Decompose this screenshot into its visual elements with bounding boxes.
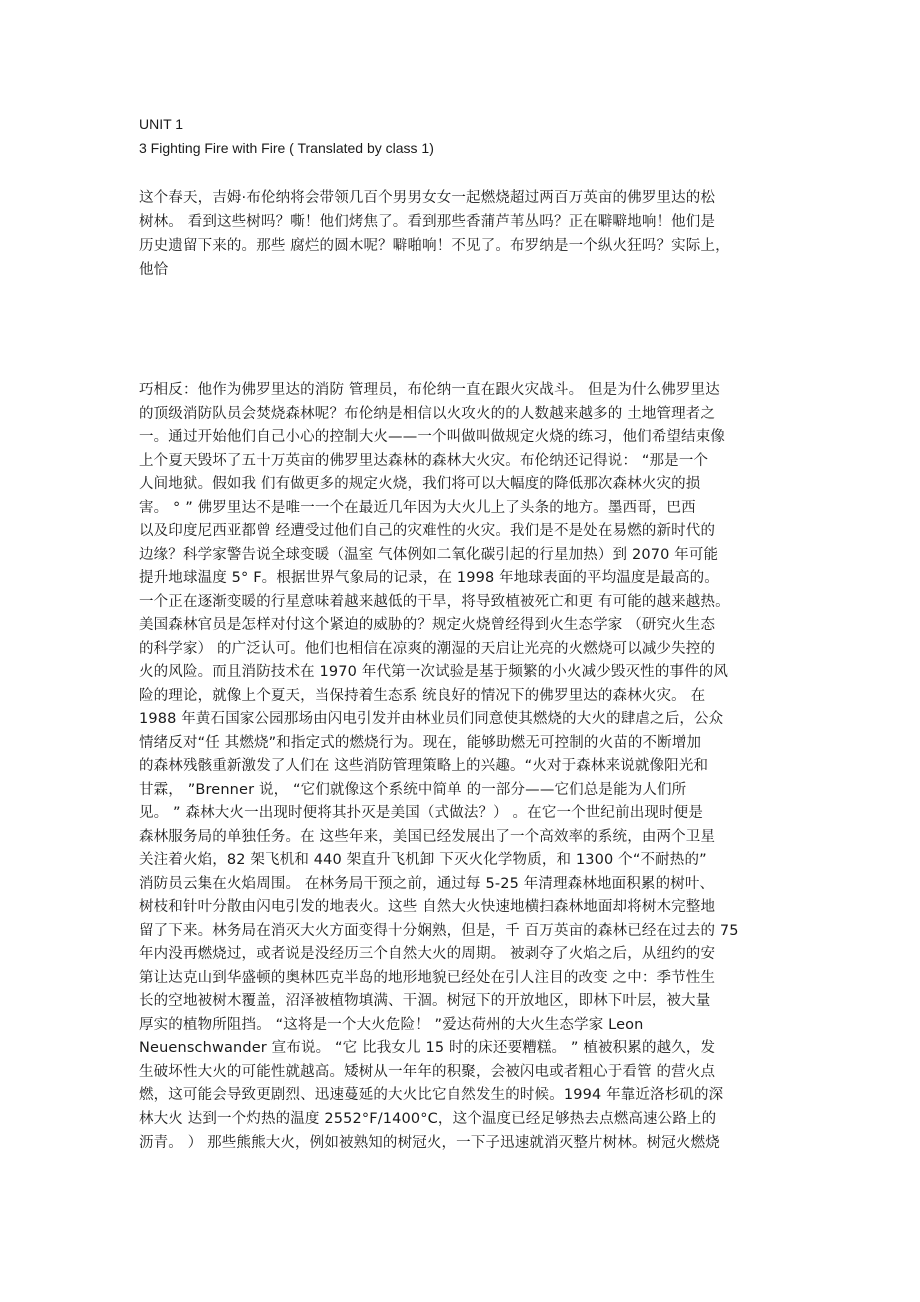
text-line: 森林服务局的单独任务。在 这些年来，美国已经发展出了一个高效率的系统，由两个卫星	[139, 828, 716, 845]
text-line: 生破坏性大火的可能性就越高。矮树从一年年的积聚，会被闪电或者粗心于看管 的营火点	[139, 1063, 716, 1080]
text-line: 以及印度尼西亚都曾 经遭受过他们自己的灾难性的火灾。我们是不是处在易燃的新时代的	[139, 523, 716, 540]
text-line: 林大火 达到一个灼热的温度 2552°F/1400°C，这个温度已经足够热去点燃高速公路上的	[139, 1110, 717, 1127]
text-line: 第让达克山到华盛顿的奥林匹克半岛的地形地貌已经处在引人注目的改变 之中：季节性生	[139, 969, 716, 986]
text-line: 提升地球温度 5° F。根据世界气象局的记录，在 1998 年地球表面的平均温度是最高的。	[139, 570, 719, 587]
text-line: 的森林残骸重新激发了人们在 这些消防管理策略上的兴趣。“火对于森林来说就像阳光和	[139, 758, 709, 775]
text-line: 巧相反：他作为佛罗里达的消防 管理员，布伦纳一直在跟火灾战斗。 但是为什么佛罗里达	[139, 382, 720, 398]
text-line: 历史遗留下来的。那些 腐烂的圆木呢？噼啪响！不见了。布罗纳是一个纵火狂吗？实际上，	[139, 238, 730, 254]
text-line: 关注着火焰，82 架飞机和 440 架直升飞机卸 下灭火化学物质，和 1300 个“不耐热的”	[139, 852, 707, 869]
text-line: 一个正在逐渐变暖的行星意味着越来越低的干旱，将导致植被死亡和更 有可能的越来越热。	[139, 593, 730, 610]
text-line: 长的空地被树木覆盖，沼泽被植物填满、干涸。树冠下的开放地区，即林下叶层，被大量	[139, 993, 711, 1010]
paragraph-intro	[139, 186, 789, 282]
text-line: 燃，这可能会导致更剧烈、迅速蔓延的大火比它自然发生的时候。1994 年靠近洛杉矶的深	[139, 1087, 724, 1104]
document-title: 3 Fighting Fire with Fire ( Translated by class 1)	[139, 140, 434, 156]
text-line: 害。 ° ” 佛罗里达不是唯一一个在最近几年因为大火儿上了头条的地方。墨西哥，巴西	[139, 499, 696, 516]
text-line: 情绪反对“任 其燃烧”和指定式的燃烧行为。现在，能够助燃无可控制的火苗的不断增加	[139, 734, 702, 751]
text-line: Neuenschwander 宣布说。 “它 比我女儿 15 时的床还要糟糕。 ” 植被积累的越久，发	[139, 1040, 716, 1057]
text-line: 树枝和针叶分散由闪电引发的地表火。这些 自然大火快速地横扫森林地面却将树木完整地	[139, 899, 716, 916]
text-line: 见。 ” 森林大火一出现时便将其扑灭是美国（式做法？） 。在它一个世纪前出现时便是	[139, 805, 703, 822]
text-line: 厚实的植物所阻挡。 “这将是一个大火危险！ ”爱达荷州的大火生态学家 Leon	[139, 1016, 644, 1033]
text-line: 沥青。 ） 那些熊熊大火，例如被熟知的树冠火，一下子迅速就消灭整片树林。树冠火燃烧	[139, 1134, 720, 1151]
text-line: 留了下来。林务局在消灭大火方面变得十分娴熟，但是，千 百万英亩的森林已经在过去的 75	[139, 922, 739, 939]
text-line: 一。通过开始他们自己小心的控制大火——一个叫做叫做规定火烧的练习，他们希望结束像	[139, 429, 725, 446]
text-line: 险的理论，就像上个夏天，当保持着生态系 统良好的情况下的佛罗里达的森林火灾。 在	[139, 687, 706, 704]
unit-label: UNIT 1	[139, 116, 184, 132]
text-line: 美国森林官员是怎样对付这个紧迫的威胁的？规定火烧曾经得到火生态学家 （研究火生态	[139, 617, 716, 634]
text-line: 消防员云集在火焰周围。 在林务局干预之前，通过每 5-25 年清理森林地面积累的树叶、	[139, 875, 715, 892]
text-line: 他恰	[139, 262, 169, 278]
text-line: 边缘？科学家警告说全球变暖（温室 气体例如二氧化碳引起的行星加热）到 2070 年可能	[139, 546, 719, 563]
text-line: 甘霖， ”Brenner 说， “它们就像这个系统中简单 的一部分——它们总是能为人们所	[139, 781, 687, 798]
text-line: 火的风险。而且消防技术在 1970 年代第一次试验是基于频繁的小火减少毁灭性的事件的风	[139, 664, 729, 681]
text-line: 人间地狱。假如我 们有做更多的规定火烧，我们将可以大幅度的降低那次森林火灾的损	[139, 476, 701, 493]
text-line: 年内没再燃烧过，或者说是没经历三个自然大火的周期。 被剥夺了火焰之后，从纽约的安	[139, 946, 716, 963]
text-line: 的顶级消防队员会焚烧森林呢？布伦纳是相信以火攻火的的人数越来越多的 土地管理者之	[139, 405, 716, 422]
text-line: 上个夏天毁坏了五十万英亩的佛罗里达森林的森林大火灾。布伦纳还记得说： “那是一个	[139, 452, 709, 469]
text-line: 的科学家） 的广泛认可。他们也相信在凉爽的潮湿的天启让光亮的火燃烧可以减少失控的	[139, 640, 716, 657]
text-line: 树林。 看到这些树吗？嘶！他们烤焦了。看到那些香蒲芦苇丛吗？正在噼噼地响！他们是	[139, 214, 716, 230]
paragraph-main	[139, 379, 789, 1155]
text-line: 1988 年黄石国家公园那场由闪电引发并由林业员们同意使其燃烧的大火的肆虐之后，公众	[139, 711, 724, 728]
text-line: 这个春天，吉姆·布伦纳将会带领几百个男男女女一起燃烧超过两百万英亩的佛罗里达的松	[139, 190, 716, 206]
